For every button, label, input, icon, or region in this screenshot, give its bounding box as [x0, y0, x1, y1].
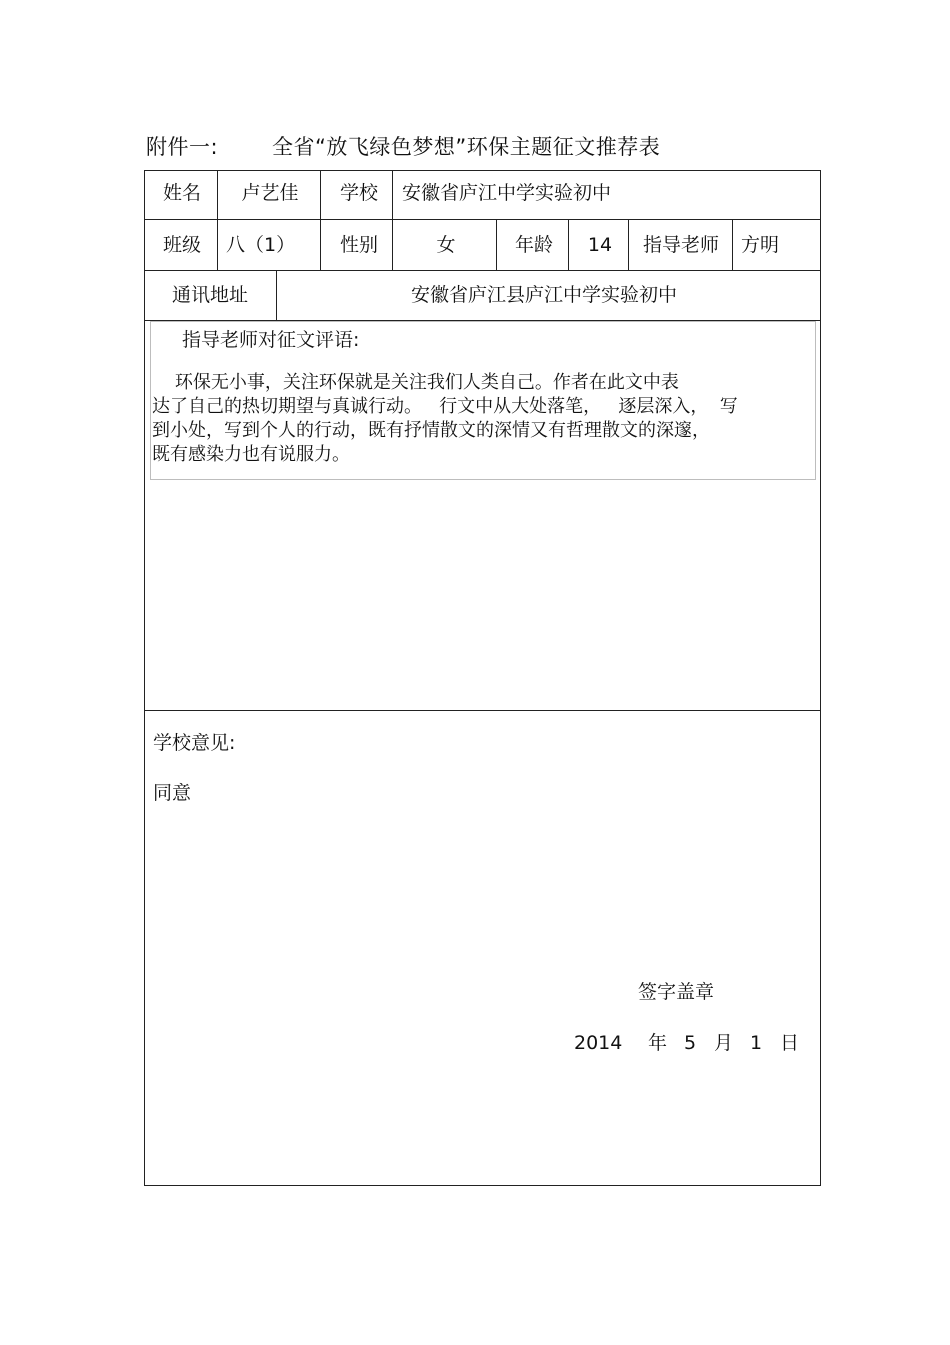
- school-label: 学校: [339, 182, 379, 204]
- name-label: 姓名: [162, 182, 202, 204]
- attachment-label: 附件一:: [146, 135, 219, 159]
- table-border-left: [144, 170, 145, 1186]
- form-title: 全省“放飞绿色梦想”环保主题征文推荐表: [272, 135, 661, 159]
- col-divider: [392, 219, 393, 271]
- age-value: 14: [587, 234, 613, 256]
- col-divider: [628, 219, 629, 271]
- col-divider: [217, 219, 218, 271]
- row-divider-1: [144, 219, 821, 220]
- date-line: [574, 1028, 799, 1055]
- table-border-bottom: [144, 1185, 821, 1186]
- col-divider: [732, 219, 733, 271]
- col-divider: [568, 219, 569, 271]
- age-label: 年龄: [514, 234, 554, 256]
- class-label: 班级: [162, 234, 202, 256]
- address-value: 安徽省庐江县庐江中学实验初中: [410, 284, 678, 306]
- col-divider: [217, 170, 218, 220]
- section-divider: [144, 710, 821, 711]
- address-label: 通讯地址: [171, 284, 249, 306]
- comment-heading: 指导老师对征文评语:: [182, 329, 360, 351]
- gender-value: 女: [436, 234, 456, 256]
- date-month-unit: 月: [714, 1032, 734, 1054]
- col-divider: [496, 219, 497, 271]
- comment-body: 环保无小事，关注环保就是关注我们人类自己。作者在此文中表 达了自己的热切期望与真诚行动。 行文中从大处落笔， 逐层深入， 写 到小处，写到个人的行动，既有抒情散文的深情又有哲理散文的深邃， 既有感染力也有说服力。: [152, 372, 738, 465]
- signature-label: 签字盖章: [638, 981, 715, 1003]
- table-border-top: [144, 170, 821, 171]
- col-divider: [276, 270, 277, 321]
- date-year-unit: 年: [648, 1032, 668, 1054]
- name-value: 卢艺佳: [241, 182, 299, 204]
- col-divider: [320, 170, 321, 220]
- teacher-label: 指导老师: [642, 234, 720, 256]
- school-opinion-text: 同意: [153, 782, 192, 804]
- date-day-unit: 日: [780, 1032, 800, 1054]
- teacher-value: 方明: [741, 234, 780, 256]
- school-value: 安徽省庐江中学实验初中: [402, 182, 612, 204]
- col-divider: [320, 219, 321, 271]
- date-day: 1: [750, 1032, 763, 1054]
- gender-label: 性别: [339, 234, 379, 256]
- date-year: 2014: [574, 1032, 623, 1054]
- row-divider-2: [144, 270, 821, 271]
- col-divider: [392, 170, 393, 220]
- class-value: 八（1）: [226, 234, 296, 256]
- school-opinion-heading: 学校意见:: [153, 732, 236, 754]
- date-month: 5: [684, 1032, 697, 1054]
- table-border-right: [820, 170, 821, 1186]
